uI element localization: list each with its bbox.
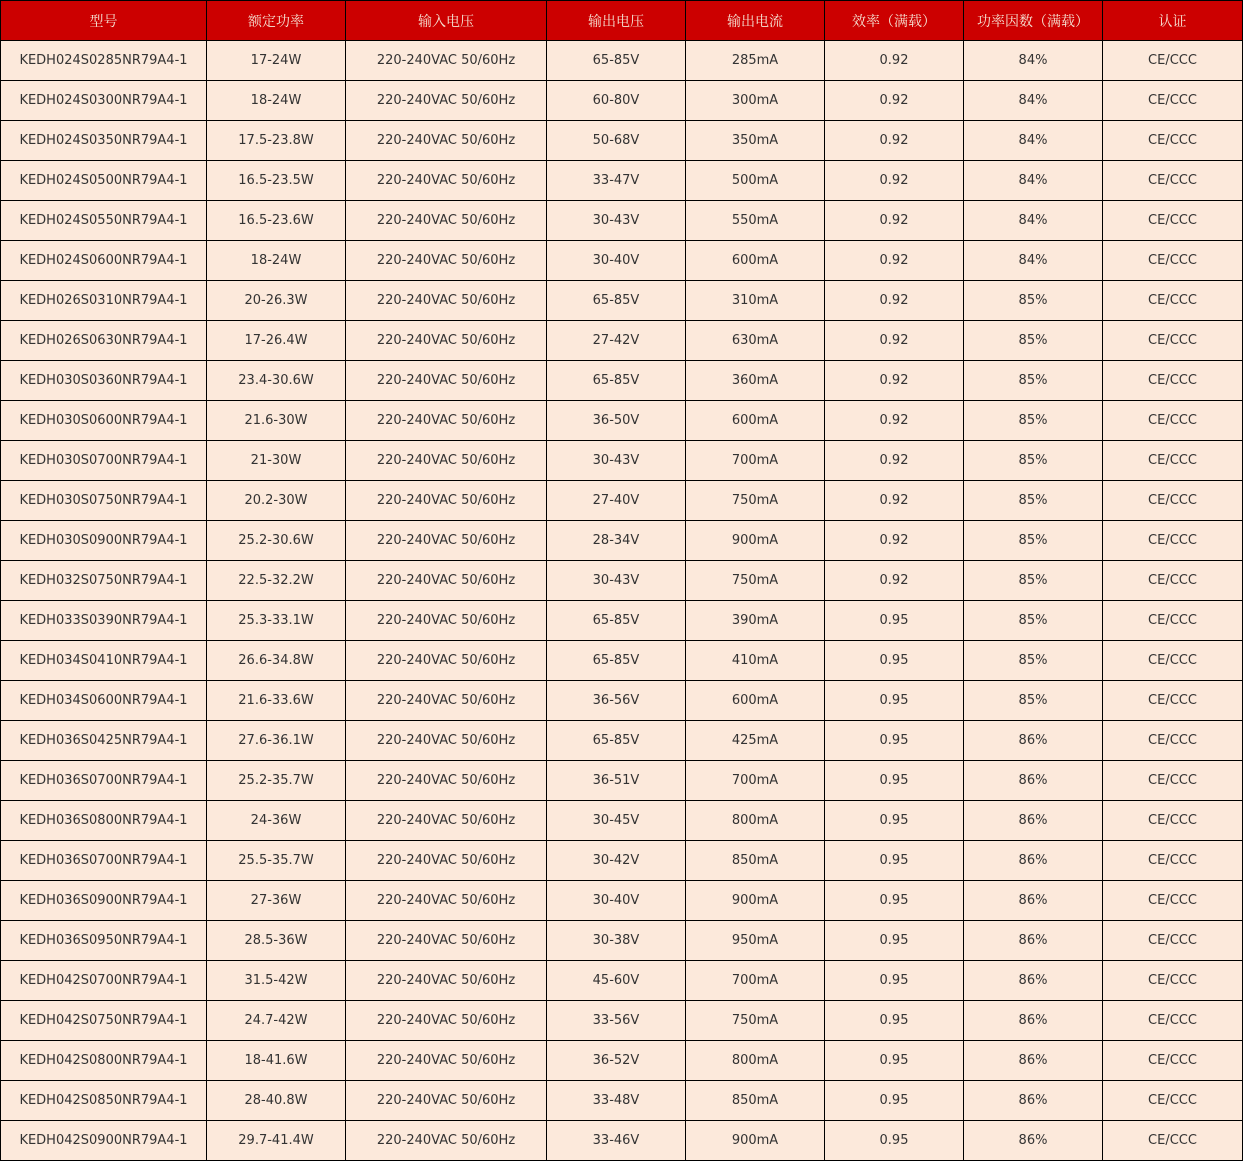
cell-power-factor: 85% [964,681,1103,721]
cell-certification: CE/CCC [1103,801,1243,841]
cell-output-voltage: 65-85V [547,361,686,401]
cell-model: KEDH042S0750NR79A4-1 [1,1001,207,1041]
cell-input-voltage: 220-240VAC 50/60Hz [346,601,547,641]
cell-certification: CE/CCC [1103,201,1243,241]
cell-model: KEDH024S0350NR79A4-1 [1,121,207,161]
cell-output-voltage: 65-85V [547,641,686,681]
cell-rated-power: 17-24W [207,41,346,81]
cell-input-voltage: 220-240VAC 50/60Hz [346,681,547,721]
cell-certification: CE/CCC [1103,281,1243,321]
table-row [1,1041,1243,1081]
cell-power-factor: 86% [964,761,1103,801]
cell-power-factor: 86% [964,961,1103,1001]
cell-rated-power: 18-41.6W [207,1041,346,1081]
header-input-voltage: 输入电压 [346,1,547,41]
cell-input-voltage: 220-240VAC 50/60Hz [346,201,547,241]
cell-efficiency: 0.95 [825,921,964,961]
cell-output-current: 360mA [686,361,825,401]
cell-power-factor: 84% [964,201,1103,241]
cell-rated-power: 18-24W [207,241,346,281]
cell-output-current: 310mA [686,281,825,321]
cell-certification: CE/CCC [1103,721,1243,761]
cell-output-voltage: 60-80V [547,81,686,121]
cell-certification: CE/CCC [1103,401,1243,441]
cell-output-current: 425mA [686,721,825,761]
cell-rated-power: 25.2-30.6W [207,521,346,561]
cell-rated-power: 20.2-30W [207,481,346,521]
cell-power-factor: 85% [964,561,1103,601]
cell-efficiency: 0.92 [825,121,964,161]
cell-output-current: 600mA [686,401,825,441]
cell-power-factor: 86% [964,1041,1103,1081]
cell-power-factor: 85% [964,641,1103,681]
cell-efficiency: 0.92 [825,561,964,601]
cell-input-voltage: 220-240VAC 50/60Hz [346,801,547,841]
cell-rated-power: 27-36W [207,881,346,921]
cell-model: KEDH026S0630NR79A4-1 [1,321,207,361]
cell-model: KEDH024S0550NR79A4-1 [1,201,207,241]
header-output-current: 输出电流 [686,1,825,41]
cell-output-voltage: 33-56V [547,1001,686,1041]
cell-efficiency: 0.95 [825,641,964,681]
table-row [1,481,1243,521]
header-power-factor: 功率因数（满载） [964,1,1103,41]
cell-power-factor: 85% [964,521,1103,561]
cell-output-voltage: 30-40V [547,881,686,921]
cell-model: KEDH032S0750NR79A4-1 [1,561,207,601]
cell-efficiency: 0.92 [825,41,964,81]
cell-model: KEDH036S0950NR79A4-1 [1,921,207,961]
cell-output-voltage: 30-38V [547,921,686,961]
cell-rated-power: 25.2-35.7W [207,761,346,801]
cell-power-factor: 85% [964,441,1103,481]
cell-rated-power: 23.4-30.6W [207,361,346,401]
cell-rated-power: 25.5-35.7W [207,841,346,881]
cell-output-voltage: 65-85V [547,601,686,641]
cell-output-voltage: 36-56V [547,681,686,721]
table-row [1,41,1243,81]
cell-certification: CE/CCC [1103,841,1243,881]
table-row [1,521,1243,561]
cell-output-current: 600mA [686,681,825,721]
table-row [1,1081,1243,1121]
cell-efficiency: 0.92 [825,521,964,561]
cell-input-voltage: 220-240VAC 50/60Hz [346,441,547,481]
cell-model: KEDH036S0700NR79A4-1 [1,841,207,881]
cell-certification: CE/CCC [1103,121,1243,161]
cell-certification: CE/CCC [1103,921,1243,961]
table-row [1,81,1243,121]
cell-output-current: 700mA [686,761,825,801]
cell-power-factor: 84% [964,121,1103,161]
cell-output-voltage: 30-42V [547,841,686,881]
cell-certification: CE/CCC [1103,441,1243,481]
cell-model: KEDH024S0285NR79A4-1 [1,41,207,81]
cell-output-current: 750mA [686,481,825,521]
cell-rated-power: 16.5-23.5W [207,161,346,201]
cell-efficiency: 0.95 [825,881,964,921]
cell-input-voltage: 220-240VAC 50/60Hz [346,41,547,81]
cell-rated-power: 21.6-33.6W [207,681,346,721]
cell-input-voltage: 220-240VAC 50/60Hz [346,1081,547,1121]
cell-certification: CE/CCC [1103,521,1243,561]
cell-model: KEDH024S0600NR79A4-1 [1,241,207,281]
cell-power-factor: 86% [964,721,1103,761]
cell-output-current: 900mA [686,521,825,561]
cell-rated-power: 21-30W [207,441,346,481]
cell-input-voltage: 220-240VAC 50/60Hz [346,401,547,441]
cell-model: KEDH034S0410NR79A4-1 [1,641,207,681]
cell-power-factor: 85% [964,321,1103,361]
cell-power-factor: 86% [964,1001,1103,1041]
cell-model: KEDH042S0700NR79A4-1 [1,961,207,1001]
cell-output-current: 500mA [686,161,825,201]
cell-rated-power: 20-26.3W [207,281,346,321]
cell-power-factor: 86% [964,841,1103,881]
cell-model: KEDH034S0600NR79A4-1 [1,681,207,721]
cell-efficiency: 0.95 [825,681,964,721]
cell-output-voltage: 65-85V [547,281,686,321]
header-output-voltage: 输出电压 [547,1,686,41]
cell-certification: CE/CCC [1103,81,1243,121]
cell-input-voltage: 220-240VAC 50/60Hz [346,361,547,401]
cell-output-voltage: 65-85V [547,41,686,81]
cell-rated-power: 31.5-42W [207,961,346,1001]
cell-input-voltage: 220-240VAC 50/60Hz [346,921,547,961]
cell-output-current: 800mA [686,1041,825,1081]
cell-output-voltage: 30-40V [547,241,686,281]
cell-input-voltage: 220-240VAC 50/60Hz [346,281,547,321]
table-row [1,881,1243,921]
table-row [1,681,1243,721]
cell-certification: CE/CCC [1103,1001,1243,1041]
cell-efficiency: 0.92 [825,161,964,201]
cell-output-voltage: 30-43V [547,201,686,241]
cell-output-voltage: 33-46V [547,1121,686,1161]
table-row [1,561,1243,601]
cell-model: KEDH024S0300NR79A4-1 [1,81,207,121]
cell-certification: CE/CCC [1103,481,1243,521]
cell-efficiency: 0.92 [825,281,964,321]
cell-efficiency: 0.95 [825,721,964,761]
table-row [1,361,1243,401]
table-row [1,761,1243,801]
table-row [1,441,1243,481]
cell-output-current: 750mA [686,561,825,601]
cell-rated-power: 29.7-41.4W [207,1121,346,1161]
table-row [1,121,1243,161]
header-row [1,1,1243,41]
header-certification: 认证 [1103,1,1243,41]
cell-certification: CE/CCC [1103,161,1243,201]
cell-output-current: 390mA [686,601,825,641]
cell-output-voltage: 45-60V [547,961,686,1001]
table-row [1,721,1243,761]
header-efficiency: 效率（满载） [825,1,964,41]
table-row [1,161,1243,201]
cell-power-factor: 86% [964,921,1103,961]
cell-output-current: 900mA [686,881,825,921]
cell-output-voltage: 65-85V [547,721,686,761]
cell-certification: CE/CCC [1103,1041,1243,1081]
cell-output-current: 850mA [686,841,825,881]
cell-output-voltage: 30-43V [547,441,686,481]
cell-power-factor: 85% [964,361,1103,401]
cell-output-voltage: 33-48V [547,1081,686,1121]
cell-output-voltage: 28-34V [547,521,686,561]
cell-model: KEDH030S0750NR79A4-1 [1,481,207,521]
cell-output-voltage: 30-43V [547,561,686,601]
cell-input-voltage: 220-240VAC 50/60Hz [346,481,547,521]
cell-rated-power: 27.6-36.1W [207,721,346,761]
cell-power-factor: 85% [964,401,1103,441]
cell-certification: CE/CCC [1103,361,1243,401]
cell-efficiency: 0.95 [825,801,964,841]
cell-power-factor: 84% [964,241,1103,281]
cell-input-voltage: 220-240VAC 50/60Hz [346,881,547,921]
cell-power-factor: 86% [964,1121,1103,1161]
cell-model: KEDH030S0360NR79A4-1 [1,361,207,401]
cell-power-factor: 85% [964,281,1103,321]
cell-efficiency: 0.92 [825,481,964,521]
cell-certification: CE/CCC [1103,601,1243,641]
cell-power-factor: 84% [964,81,1103,121]
cell-output-voltage: 36-52V [547,1041,686,1081]
cell-output-current: 800mA [686,801,825,841]
header-rated-power: 额定功率 [207,1,346,41]
cell-certification: CE/CCC [1103,321,1243,361]
cell-efficiency: 0.95 [825,1121,964,1161]
cell-rated-power: 16.5-23.6W [207,201,346,241]
cell-efficiency: 0.95 [825,1081,964,1121]
table-row [1,201,1243,241]
cell-power-factor: 84% [964,161,1103,201]
cell-model: KEDH030S0900NR79A4-1 [1,521,207,561]
cell-efficiency: 0.92 [825,201,964,241]
cell-rated-power: 22.5-32.2W [207,561,346,601]
cell-model: KEDH026S0310NR79A4-1 [1,281,207,321]
cell-output-voltage: 36-51V [547,761,686,801]
cell-power-factor: 86% [964,881,1103,921]
cell-input-voltage: 220-240VAC 50/60Hz [346,641,547,681]
table-row [1,961,1243,1001]
table-row [1,401,1243,441]
table-row [1,921,1243,961]
cell-certification: CE/CCC [1103,41,1243,81]
cell-certification: CE/CCC [1103,241,1243,281]
spec-table-body [1,41,1243,1161]
table-row [1,241,1243,281]
cell-model: KEDH036S0800NR79A4-1 [1,801,207,841]
cell-efficiency: 0.92 [825,321,964,361]
cell-efficiency: 0.95 [825,1041,964,1081]
cell-rated-power: 17-26.4W [207,321,346,361]
cell-output-current: 285mA [686,41,825,81]
table-row [1,841,1243,881]
table-row [1,801,1243,841]
cell-rated-power: 28.5-36W [207,921,346,961]
cell-output-current: 700mA [686,961,825,1001]
cell-input-voltage: 220-240VAC 50/60Hz [346,721,547,761]
table-row [1,321,1243,361]
cell-rated-power: 24.7-42W [207,1001,346,1041]
cell-rated-power: 28-40.8W [207,1081,346,1121]
cell-output-current: 700mA [686,441,825,481]
cell-power-factor: 85% [964,481,1103,521]
cell-rated-power: 17.5-23.8W [207,121,346,161]
cell-certification: CE/CCC [1103,641,1243,681]
cell-certification: CE/CCC [1103,1121,1243,1161]
cell-input-voltage: 220-240VAC 50/60Hz [346,1001,547,1041]
cell-output-voltage: 27-42V [547,321,686,361]
cell-rated-power: 25.3-33.1W [207,601,346,641]
cell-input-voltage: 220-240VAC 50/60Hz [346,561,547,601]
cell-certification: CE/CCC [1103,1081,1243,1121]
cell-efficiency: 0.92 [825,441,964,481]
cell-certification: CE/CCC [1103,961,1243,1001]
cell-input-voltage: 220-240VAC 50/60Hz [346,761,547,801]
cell-model: KEDH042S0850NR79A4-1 [1,1081,207,1121]
cell-input-voltage: 220-240VAC 50/60Hz [346,521,547,561]
cell-output-current: 630mA [686,321,825,361]
cell-efficiency: 0.92 [825,241,964,281]
spec-table-header [1,1,1243,41]
cell-input-voltage: 220-240VAC 50/60Hz [346,961,547,1001]
cell-efficiency: 0.95 [825,761,964,801]
cell-model: KEDH024S0500NR79A4-1 [1,161,207,201]
cell-output-current: 350mA [686,121,825,161]
header-model: 型号 [1,1,207,41]
cell-efficiency: 0.92 [825,81,964,121]
cell-output-voltage: 33-47V [547,161,686,201]
cell-input-voltage: 220-240VAC 50/60Hz [346,1121,547,1161]
cell-output-current: 300mA [686,81,825,121]
cell-output-voltage: 36-50V [547,401,686,441]
cell-output-current: 950mA [686,921,825,961]
cell-model: KEDH033S0390NR79A4-1 [1,601,207,641]
cell-input-voltage: 220-240VAC 50/60Hz [346,241,547,281]
cell-certification: CE/CCC [1103,761,1243,801]
cell-certification: CE/CCC [1103,881,1243,921]
cell-input-voltage: 220-240VAC 50/60Hz [346,161,547,201]
cell-power-factor: 85% [964,601,1103,641]
cell-output-voltage: 27-40V [547,481,686,521]
cell-output-current: 850mA [686,1081,825,1121]
cell-power-factor: 84% [964,41,1103,81]
cell-model: KEDH030S0700NR79A4-1 [1,441,207,481]
cell-efficiency: 0.92 [825,361,964,401]
cell-output-current: 550mA [686,201,825,241]
cell-efficiency: 0.95 [825,841,964,881]
cell-output-current: 900mA [686,1121,825,1161]
cell-output-current: 750mA [686,1001,825,1041]
cell-output-current: 410mA [686,641,825,681]
cell-model: KEDH042S0900NR79A4-1 [1,1121,207,1161]
cell-rated-power: 21.6-30W [207,401,346,441]
cell-efficiency: 0.92 [825,401,964,441]
cell-rated-power: 18-24W [207,81,346,121]
cell-rated-power: 26.6-34.8W [207,641,346,681]
cell-model: KEDH036S0425NR79A4-1 [1,721,207,761]
table-row [1,601,1243,641]
cell-output-voltage: 30-45V [547,801,686,841]
cell-rated-power: 24-36W [207,801,346,841]
cell-input-voltage: 220-240VAC 50/60Hz [346,321,547,361]
cell-power-factor: 86% [964,801,1103,841]
table-row [1,281,1243,321]
cell-power-factor: 86% [964,1081,1103,1121]
cell-input-voltage: 220-240VAC 50/60Hz [346,121,547,161]
cell-input-voltage: 220-240VAC 50/60Hz [346,81,547,121]
cell-certification: CE/CCC [1103,561,1243,601]
cell-input-voltage: 220-240VAC 50/60Hz [346,841,547,881]
cell-efficiency: 0.95 [825,961,964,1001]
table-row [1,1001,1243,1041]
table-row [1,641,1243,681]
cell-model: KEDH036S0700NR79A4-1 [1,761,207,801]
cell-output-voltage: 50-68V [547,121,686,161]
cell-model: KEDH036S0900NR79A4-1 [1,881,207,921]
cell-certification: CE/CCC [1103,681,1243,721]
cell-efficiency: 0.95 [825,1001,964,1041]
cell-model: KEDH030S0600NR79A4-1 [1,401,207,441]
cell-efficiency: 0.95 [825,601,964,641]
cell-input-voltage: 220-240VAC 50/60Hz [346,1041,547,1081]
cell-model: KEDH042S0800NR79A4-1 [1,1041,207,1081]
cell-output-current: 600mA [686,241,825,281]
table-row [1,1121,1243,1161]
